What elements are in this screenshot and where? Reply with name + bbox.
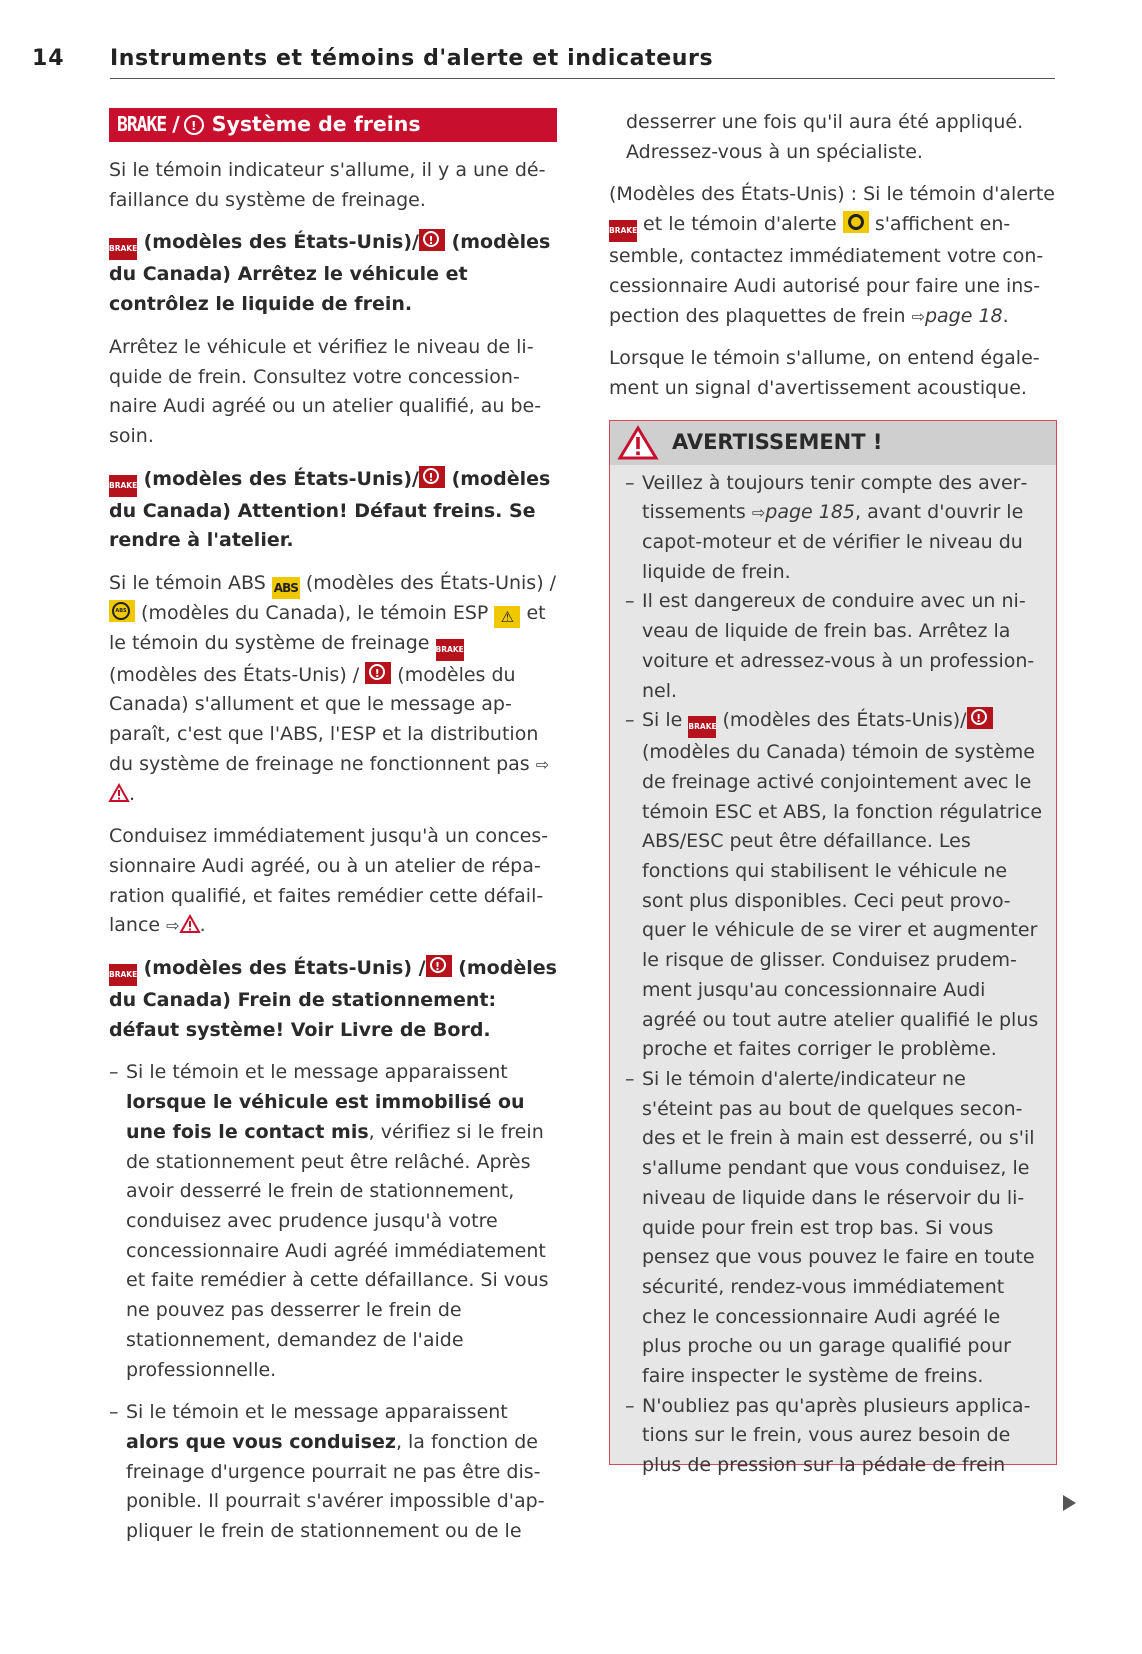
parking-brake-list [109, 1058, 557, 1546]
page-number: 14 [32, 46, 65, 71]
brake-warning-icon: BRAKE [609, 220, 637, 242]
page-reference-link[interactable]: page 18 [924, 304, 1003, 327]
brake-warning-icon: BRAKE [109, 238, 137, 260]
warning-triangle-icon[interactable] [109, 784, 129, 802]
acoustic-paragraph: Lorsque le témoin s'allume, on entend également un signal d'avertissement acoustique. [609, 347, 1040, 399]
bullet2-bold: alors que vous conduisez [126, 1430, 396, 1453]
warning-list [610, 465, 1056, 1481]
abs-canada-icon [109, 600, 135, 622]
bullet1-post: , vérifiez si le frein de stationnement peut être relâché. Après avoir desserré le frein de stationnement, conduisez avec prudence jusqu'à votre concessionnaire Audi agréé immédiatement et faite remédier à cette défaillance. Si vous ne pouvez pas desserrer le frein de stationnement, demandez de l'aide professionnelle. [126, 1120, 549, 1381]
reference-arrow-icon: ⇨ [535, 754, 550, 774]
list-item: – Si le témoin d'alerte/indicateur ne s'éteint pas au bout de quelques secondes et le frein à main est desserré, ou s'il s'allume pendant que vous conduisez, le niveau de liquide dans le réservoir du liquide pour frein est trop bas. Si vous pensez que vous pouvez le faire en toute sécurité, rendez-vous immédiatement chez le concessionnaire Audi agréé le plus proche ou un garage qualifié pour faire inspecter le système de freins. [625, 1065, 1042, 1392]
continued-paragraph: desserrer une fois qu'il aura été appliqué. Adressez-vous à un spécialiste. [626, 111, 1024, 163]
chapter-title: Instruments et témoins d'alerte et indicateurs [110, 46, 714, 71]
message-heading-1 [109, 228, 557, 319]
abs-paragraph: Si le témoin ABS ABS (modèles des États-Unis) / ABS (modèles du Canada), le témoin ESP ⚠ et le témoin du système de freinage BRAKE (modèles des États-Unis) / ! (modèles du Canada) s'allument et que le message apparaît, c'est que l'ABS, l'ESP et la distribution du système de freinage ne fonctionnent pas ⇨ . [109, 569, 557, 809]
reference-arrow-icon: ⇨ [166, 916, 180, 936]
abs-text-2: (modèles des États-Unis) / [305, 572, 557, 595]
us-text-1: (Modèles des États-Unis) : Si le témoin d'alerte [609, 183, 1055, 206]
list-item: – N'oubliez pas qu'après plusieurs applications sur le frein, vous aurez besoin de plus de pression sur la pédale de frein [625, 1392, 1042, 1481]
us-text-3: s'affichent ensemble, contactez immédiatement votre concessionnaire Audi autorisé pour faire une inspection des plaquettes de frein [609, 213, 1044, 327]
intro-paragraph: Si le témoin indicateur s'allume, il y a une défaillance du système de freinage. [109, 159, 546, 211]
brake-circle-warning-icon [365, 662, 391, 684]
brake-circle-warning-icon [426, 955, 452, 977]
bullet1-bold: lorsque le véhicule est immobilisé ou une fois le contact mis [126, 1091, 525, 1143]
warning-header [610, 421, 1056, 465]
msg3-part-a: (modèles des États-Unis) / [143, 957, 426, 980]
bullet2-pre: Si le témoin et le message apparaissent [126, 1401, 508, 1424]
abs-text-5: (modèles des États-Unis) / [109, 663, 360, 686]
warning-box [609, 420, 1057, 1477]
list-item [625, 706, 1042, 1065]
warning-triangle-icon[interactable] [180, 915, 200, 933]
continue-arrow-icon [1063, 1495, 1076, 1511]
message-heading-3 [109, 954, 557, 1045]
brake-circle-warning-icon [967, 707, 993, 729]
msg1-part-a: (modèles des États-Unis)/ [143, 231, 419, 254]
abs-text-3: (modèles du Canada), le témoin ESP [141, 602, 489, 625]
brake-pad-wear-icon [843, 211, 869, 233]
list-item [109, 1398, 557, 1547]
esp-icon: ⚠ [494, 606, 520, 628]
list-item [109, 1058, 557, 1385]
message-body-1: Arrêtez le véhicule et vérifiez le niveau de liquide de frein. Consultez votre concessionnaire Audi agréé ou un atelier qualifié, au besoin. [109, 335, 542, 447]
brake-warning-icon: BRAKE [436, 639, 464, 661]
msg1-part-b: (modèles du Canada) Arrêtez le véhicule et contrôlez le liquide de frein. [109, 231, 551, 316]
msg2-part-a: (modèles des États-Unis)/ [143, 467, 419, 490]
w1-post: , avant d'ouvrir le capot-moteur et de vérifier le niveau du liquide de frein. [642, 501, 1024, 583]
brake-text-icon: BRAKE [117, 112, 167, 137]
page-reference-link[interactable]: page 185 [765, 501, 856, 524]
brake-circle-warning-icon [419, 229, 445, 251]
brake-warning-icon: BRAKE [109, 964, 137, 986]
msg2-part-b: (modèles du Canada) Attention! Défaut freins. Se rendre à l'atelier. [109, 467, 551, 552]
reference-arrow-icon: ⇨ [911, 306, 925, 326]
bullet2-post: , la fonction de freinage d'urgence pourrait ne pas être disponible. Il pourrait s'avérer impossible d'appliquer le frein de stationnement ou de le [126, 1430, 545, 1543]
section-title: Système de freins [211, 112, 421, 137]
warning-triangle-icon [618, 426, 658, 460]
us-text-2: et le témoin d'alerte [643, 213, 837, 236]
section-heading [109, 108, 557, 142]
brake-circle-warning-icon [419, 466, 445, 488]
brake-warning-icon: BRAKE [688, 716, 716, 738]
header-rule [110, 78, 1055, 79]
brake-warning-icon: BRAKE [109, 475, 137, 497]
drive-paragraph: Conduisez immédiatement jusqu'à un concessionnaire Audi agréé, ou à un atelier de réparation qualifié, et faites remédier cette défaillance ⇨ . [109, 825, 549, 937]
bullet1-pre: Si le témoin et le message apparaissent [126, 1061, 508, 1084]
w3-b: (modèles des États-Unis)/ [722, 709, 967, 732]
list-item [625, 469, 1042, 588]
msg3-part-b: (modèles du Canada) Frein de stationnement: défaut système! Voir Livre de Bord. [109, 957, 557, 1041]
message-heading-2 [109, 465, 557, 556]
w3-a: Si le [642, 709, 683, 732]
w3-c: (modèles du Canada) témoin de système de freinage activé conjointement avec le témoin ESC et ABS, la fonction régulatrice ABS/ESC peut être défaillance. Les fonctions qui stabilisent le véhicule ne sont plus disponibles. Ceci peut provoquer le véhicule de se virer et augmenter le risque de glisser. Conduisez prudemment jusqu'au concessionnaire Audi agréé ou tout autre atelier qualifié le plus proche et faites corriger le problème. [642, 741, 1043, 1061]
abs-text-1: Si le témoin ABS [109, 572, 266, 595]
abs-text-6: (modèles du Canada) s'allument et que le message apparaît, c'est que l'ABS, l'ESP et la distribution du système de freinage ne fonctionnent pas [109, 663, 539, 775]
list-item: – Il est dangereux de conduire avec un niveau de liquide de frein bas. Arrêtez la voiture et adressez-vous à un professionnel. [625, 587, 1042, 706]
warning-title: AVERTISSEMENT ! [672, 429, 883, 454]
w1-pre: Veillez à toujours tenir compte des avertissements [642, 471, 1028, 524]
reference-arrow-icon: ⇨ [751, 503, 766, 523]
heading-separator: / [172, 112, 180, 137]
abs-text-4: et le témoin du système de freinage [109, 602, 546, 654]
right-column [609, 108, 1057, 1477]
drive-text: Conduisez immédiatement jusqu'à un concessionnaire Audi agréé, ou à un atelier de réparation qualifié, et faites remédier cette défaillance [109, 825, 549, 937]
us-models-paragraph: (Modèles des États-Unis) : Si le témoin d'alerte BRAKE et le témoin d'alerte s'affichent ensemble, contactez immédiatement votre concessionnaire Audi autorisé pour faire une inspection des plaquettes de frein ⇨page 18. [609, 183, 1055, 327]
abs-icon: ABS [272, 577, 300, 599]
brake-circle-icon: ! [184, 115, 204, 135]
left-column [109, 108, 557, 1560]
